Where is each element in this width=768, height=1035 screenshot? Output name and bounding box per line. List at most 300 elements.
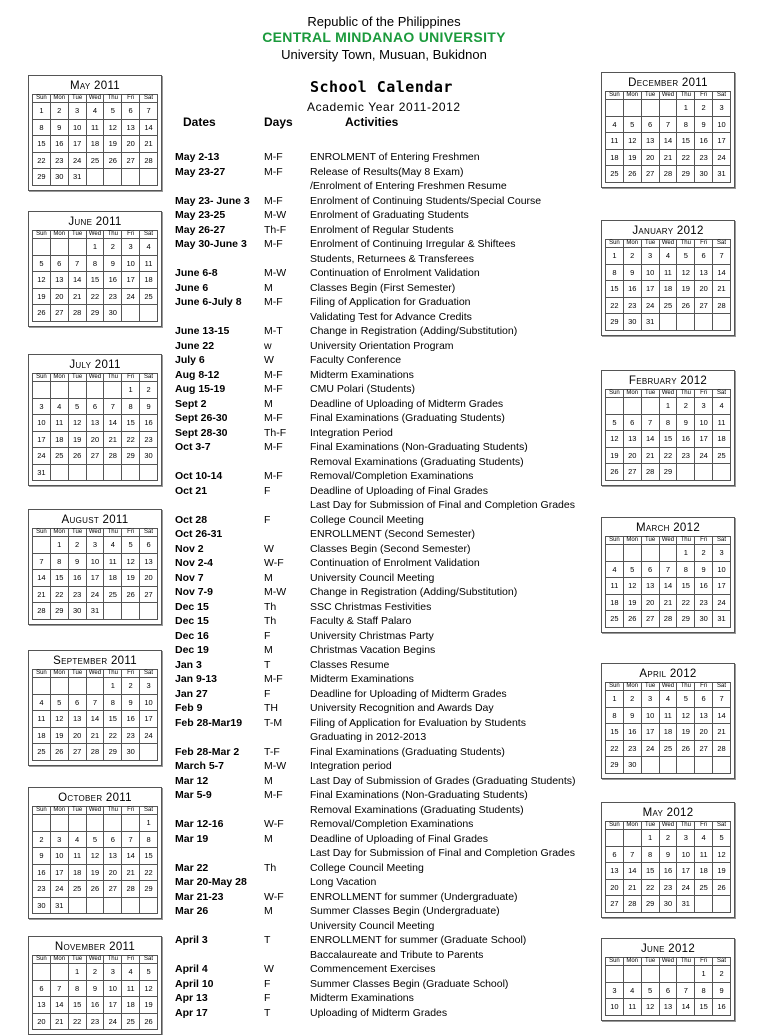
day-cell: 28 — [659, 166, 677, 183]
day-cell: 6 — [68, 694, 86, 711]
weekday-header: Sat — [140, 807, 158, 815]
day-cell: 12 — [86, 848, 104, 865]
week-row — [606, 314, 731, 331]
day-cell: 9 — [104, 255, 122, 272]
day-cell: 25 — [50, 448, 68, 465]
day-cell: 6 — [641, 116, 659, 133]
day-cell — [104, 897, 122, 914]
event-activity: Last Day for Submission of Final and Completion Grades — [310, 847, 575, 859]
weekday-header: Thu — [677, 822, 695, 830]
day-cell: 8 — [677, 116, 695, 133]
day-cell: 31 — [68, 169, 86, 186]
event-days: F — [264, 977, 271, 990]
week-row — [33, 815, 158, 832]
week-row — [33, 537, 158, 554]
day-cell: 11 — [623, 999, 641, 1016]
week-row — [33, 464, 158, 481]
day-cell: 22 — [606, 297, 624, 314]
day-cell: 16 — [677, 431, 695, 448]
weekday-header: Fri — [695, 958, 713, 966]
day-cell: 22 — [677, 149, 695, 166]
day-cell — [50, 239, 68, 256]
week-row — [33, 980, 158, 997]
weekday-header: Wed — [86, 95, 104, 103]
day-cell — [50, 464, 68, 481]
weekday-header: Wed — [86, 231, 104, 239]
day-cell: 12 — [104, 119, 122, 136]
month-title: November 2011 — [54, 941, 136, 953]
day-cell: 15 — [86, 272, 104, 289]
weekday-header: Fri — [122, 670, 140, 678]
day-cell: 1 — [606, 691, 624, 708]
event-date: Oct 26-31 — [175, 528, 223, 540]
day-cell: 6 — [33, 980, 51, 997]
weekday-header: Sun — [33, 374, 51, 382]
day-cell: 4 — [68, 831, 86, 848]
weekday-header: Tue — [68, 529, 86, 537]
event-days: M — [264, 832, 273, 845]
day-cell — [33, 815, 51, 832]
weekday-header: Wed — [659, 390, 677, 398]
weekday-header: Fri — [695, 390, 713, 398]
week-row — [606, 982, 731, 999]
day-cell: 4 — [33, 694, 51, 711]
day-cell — [68, 239, 86, 256]
day-cell: 22 — [122, 431, 140, 448]
month-grid — [32, 806, 158, 914]
day-cell: 12 — [33, 272, 51, 289]
day-cell: 5 — [641, 982, 659, 999]
day-cell: 19 — [104, 136, 122, 153]
week-row — [33, 678, 158, 695]
event-date: Oct 10-14 — [175, 470, 223, 482]
day-cell: 7 — [68, 255, 86, 272]
month-calendar — [601, 663, 735, 779]
weekday-header: Sat — [140, 956, 158, 964]
day-cell: 29 — [33, 169, 51, 186]
weekday-header: Tue — [641, 240, 659, 248]
day-cell — [33, 678, 51, 695]
day-cell: 1 — [50, 537, 68, 554]
day-cell: 27 — [50, 305, 68, 322]
day-cell: 13 — [659, 999, 677, 1016]
day-cell: 1 — [33, 103, 51, 120]
week-row — [606, 545, 731, 562]
day-cell: 10 — [677, 846, 695, 863]
event-days: T — [264, 658, 271, 671]
event-activity: Final Examinations (Graduating Students) — [310, 412, 505, 424]
event-days: M-F — [264, 296, 283, 308]
day-cell: 15 — [50, 570, 68, 587]
day-cell: 6 — [50, 255, 68, 272]
day-cell — [677, 966, 695, 983]
event-activity: Students, Returnees & Transferees — [310, 252, 475, 265]
week-row — [33, 586, 158, 603]
day-cell: 24 — [641, 297, 659, 314]
day-cell: 27 — [104, 881, 122, 898]
day-cell: 25 — [104, 586, 122, 603]
week-row — [606, 896, 731, 913]
day-cell: 11 — [140, 255, 158, 272]
day-cell: 9 — [695, 116, 713, 133]
month-title: April 2012 — [639, 668, 697, 680]
weekday-header: Tue — [68, 807, 86, 815]
day-cell — [86, 382, 104, 399]
day-cell: 25 — [122, 1013, 140, 1030]
day-cell — [122, 169, 140, 186]
day-cell: 12 — [140, 980, 158, 997]
day-cell: 19 — [140, 997, 158, 1014]
event-days: M-F — [264, 789, 283, 801]
event-date: March 5-7 — [175, 760, 225, 772]
event-date: Apr 13 — [175, 992, 208, 1004]
day-cell: 12 — [641, 999, 659, 1016]
month-calendar — [601, 517, 735, 633]
day-cell: 24 — [140, 727, 158, 744]
day-cell — [86, 464, 104, 481]
day-cell: 4 — [659, 248, 677, 265]
day-cell: 13 — [606, 863, 624, 880]
weekday-header: Thu — [104, 529, 122, 537]
day-cell: 30 — [623, 314, 641, 331]
day-cell: 21 — [140, 136, 158, 153]
event-activity: University Council Meeting — [310, 919, 435, 932]
dates-column-header: Dates — [183, 115, 216, 129]
day-cell: 1 — [122, 382, 140, 399]
week-row — [33, 864, 158, 881]
day-cell: 5 — [140, 964, 158, 981]
day-cell: 18 — [33, 727, 51, 744]
event-date: Jan 27 — [175, 687, 208, 700]
day-cell: 5 — [50, 694, 68, 711]
day-cell: 7 — [713, 691, 731, 708]
weekday-header: Tue — [68, 374, 86, 382]
week-row — [606, 297, 731, 314]
weekday-header: Fri — [122, 807, 140, 815]
event-activity: Change in Registration (Adding/Substitution) — [310, 325, 518, 337]
day-cell: 2 — [122, 678, 140, 695]
event-date: Nov 2 — [175, 542, 204, 555]
day-cell: 23 — [68, 586, 86, 603]
day-cell: 2 — [623, 248, 641, 265]
day-cell: 28 — [713, 740, 731, 757]
event-date: Sept 28-30 — [175, 426, 228, 439]
weekday-header: Sun — [606, 958, 624, 966]
day-cell: 6 — [140, 537, 158, 554]
event-activity: Summer Classes Begin (Undergraduate) — [310, 905, 500, 917]
day-cell — [677, 757, 695, 774]
day-cell: 7 — [713, 248, 731, 265]
weekday-header: Thu — [104, 374, 122, 382]
day-cell — [606, 100, 624, 117]
day-cell: 5 — [623, 561, 641, 578]
event-date: Mar 12 — [175, 774, 209, 787]
day-cell: 27 — [641, 611, 659, 628]
day-cell: 17 — [677, 863, 695, 880]
event-date: Oct 3-7 — [175, 441, 211, 453]
day-cell: 23 — [104, 288, 122, 305]
event-activity: Long Vacation — [310, 876, 377, 888]
day-cell: 18 — [713, 431, 731, 448]
day-cell: 26 — [606, 464, 624, 481]
weekday-header: Tue — [641, 822, 659, 830]
event-date: May 2-13 — [175, 151, 220, 163]
day-cell: 15 — [677, 133, 695, 150]
event-activity: Deadline of Uploading of Final Grades — [310, 832, 489, 845]
day-cell: 15 — [122, 415, 140, 432]
week-row — [33, 1013, 158, 1030]
day-cell: 18 — [122, 997, 140, 1014]
month-calendar — [28, 936, 162, 1035]
day-cell: 16 — [86, 997, 104, 1014]
event-activity: Faculty Conference — [310, 354, 402, 366]
week-row — [33, 415, 158, 432]
weekday-header: Sat — [140, 374, 158, 382]
activities-column-header: Activities — [345, 115, 399, 129]
month-grid — [32, 230, 158, 322]
weekday-header: Mon — [50, 956, 68, 964]
day-cell: 15 — [641, 863, 659, 880]
event-date: Mar 5-9 — [175, 789, 212, 801]
day-cell: 4 — [140, 239, 158, 256]
event-days: F — [264, 629, 271, 642]
day-cell: 14 — [659, 133, 677, 150]
day-cell: 16 — [659, 863, 677, 880]
week-row — [606, 691, 731, 708]
event-days: M — [264, 281, 273, 294]
day-cell — [104, 603, 122, 620]
day-cell: 18 — [140, 272, 158, 289]
day-cell: 12 — [68, 415, 86, 432]
event-days: W — [264, 542, 274, 555]
event-activity: ENROLMENT of Entering Freshmen — [310, 151, 480, 163]
day-cell: 19 — [623, 149, 641, 166]
day-cell: 21 — [641, 447, 659, 464]
day-cell: 23 — [33, 881, 51, 898]
day-cell — [641, 545, 659, 562]
day-cell: 17 — [104, 997, 122, 1014]
day-cell: 9 — [623, 707, 641, 724]
day-cell: 13 — [695, 707, 713, 724]
day-cell: 6 — [122, 103, 140, 120]
day-cell: 11 — [50, 415, 68, 432]
day-cell: 28 — [140, 152, 158, 169]
week-row — [606, 100, 731, 117]
day-cell — [104, 464, 122, 481]
event-activity: Continuation of Enrolment Validation — [310, 267, 480, 279]
week-row — [33, 398, 158, 415]
event-days: w — [264, 339, 272, 352]
event-date: April 10 — [175, 977, 214, 990]
day-cell: 2 — [623, 691, 641, 708]
day-cell: 11 — [659, 264, 677, 281]
event-activity: Last Day for Submission of Final and Completion Grades — [310, 499, 575, 511]
day-cell: 30 — [140, 448, 158, 465]
event-days: M — [264, 397, 273, 410]
week-row — [606, 447, 731, 464]
day-cell — [33, 382, 51, 399]
day-cell: 2 — [33, 831, 51, 848]
event-days: M-F — [264, 441, 283, 453]
month-grid — [605, 682, 731, 774]
day-cell — [50, 964, 68, 981]
weekday-header: Fri — [122, 95, 140, 103]
day-cell: 15 — [659, 431, 677, 448]
day-cell: 31 — [677, 896, 695, 913]
day-cell: 17 — [140, 711, 158, 728]
day-cell — [713, 896, 731, 913]
event-activity: University Orientation Program — [310, 339, 454, 352]
day-cell: 21 — [659, 149, 677, 166]
month-grid — [605, 91, 731, 183]
weekday-header: Thu — [104, 670, 122, 678]
day-cell: 6 — [623, 414, 641, 431]
day-cell — [713, 314, 731, 331]
day-cell: 26 — [677, 740, 695, 757]
day-cell — [659, 545, 677, 562]
day-cell: 7 — [659, 561, 677, 578]
month-title: February 2012 — [628, 375, 708, 387]
day-cell — [50, 382, 68, 399]
event-activity: Uploading of Midterm Grades — [310, 1006, 448, 1019]
day-cell: 10 — [50, 848, 68, 865]
day-cell: 15 — [104, 711, 122, 728]
country-heading: Republic of the Philippines — [307, 14, 461, 29]
day-cell: 18 — [50, 431, 68, 448]
week-row — [606, 578, 731, 595]
day-cell: 3 — [713, 100, 731, 117]
event-days: M — [264, 571, 273, 584]
event-days: F — [264, 513, 271, 526]
weekday-header: Thu — [104, 231, 122, 239]
day-cell: 19 — [713, 863, 731, 880]
day-cell — [659, 100, 677, 117]
day-cell: 26 — [140, 1013, 158, 1030]
day-cell: 3 — [713, 545, 731, 562]
month-grid — [605, 536, 731, 628]
event-activity: Last Day of Submission of Grades (Graduating Students) — [310, 774, 576, 787]
month-calendar — [601, 370, 735, 486]
weekday-header: Sat — [713, 92, 731, 100]
day-cell — [641, 398, 659, 415]
event-days: F — [264, 484, 271, 497]
month-grid — [32, 955, 158, 1030]
day-cell: 16 — [713, 999, 731, 1016]
day-cell: 6 — [641, 561, 659, 578]
day-cell: 10 — [104, 980, 122, 997]
event-activity: Final Examinations (Non-Graduating Students) — [310, 441, 528, 453]
day-cell: 5 — [104, 103, 122, 120]
day-cell: 16 — [695, 578, 713, 595]
day-cell: 11 — [33, 711, 51, 728]
day-cell: 23 — [122, 727, 140, 744]
day-cell: 17 — [641, 281, 659, 298]
day-cell: 7 — [140, 103, 158, 120]
day-cell — [140, 169, 158, 186]
month-title: December 2011 — [628, 77, 708, 89]
day-cell: 5 — [68, 398, 86, 415]
day-cell: 9 — [623, 264, 641, 281]
day-cell: 9 — [713, 982, 731, 999]
day-cell: 20 — [641, 149, 659, 166]
weekday-header: Sat — [713, 683, 731, 691]
weekday-header: Fri — [122, 231, 140, 239]
day-cell — [104, 382, 122, 399]
event-activity: Classes Resume — [310, 658, 390, 671]
event-date: Nov 7-9 — [175, 586, 213, 598]
day-cell: 24 — [86, 586, 104, 603]
day-cell: 1 — [104, 678, 122, 695]
event-date: Feb 9 — [175, 702, 203, 714]
weekday-header: Mon — [50, 374, 68, 382]
day-cell: 16 — [50, 136, 68, 153]
event-date: Mar 26 — [175, 905, 209, 917]
day-cell: 15 — [606, 724, 624, 741]
week-row — [606, 264, 731, 281]
month-title: July 2011 — [69, 359, 121, 371]
month-calendar — [28, 787, 162, 919]
day-cell: 26 — [623, 611, 641, 628]
event-date: June 22 — [175, 339, 215, 352]
weekday-header: Tue — [641, 92, 659, 100]
day-cell: 8 — [86, 255, 104, 272]
week-row — [33, 119, 158, 136]
month-calendar — [28, 75, 162, 191]
day-cell: 11 — [606, 578, 624, 595]
day-cell: 24 — [713, 149, 731, 166]
weekday-header: Sun — [606, 683, 624, 691]
month-title: June 2012 — [640, 943, 696, 955]
day-cell: 7 — [641, 414, 659, 431]
day-cell: 1 — [641, 830, 659, 847]
day-cell: 14 — [122, 848, 140, 865]
event-activity: Final Examinations (Graduating Students) — [310, 745, 505, 758]
day-cell: 29 — [659, 464, 677, 481]
day-cell: 6 — [606, 846, 624, 863]
day-cell: 13 — [50, 272, 68, 289]
day-cell: 9 — [140, 398, 158, 415]
week-row — [33, 255, 158, 272]
week-row — [33, 136, 158, 153]
day-cell — [623, 966, 641, 983]
month-calendar — [601, 220, 735, 336]
event-activity: Removal Examinations (Graduating Students) — [310, 455, 524, 468]
day-cell: 21 — [50, 1013, 68, 1030]
weekday-header: Tue — [641, 537, 659, 545]
day-cell — [606, 545, 624, 562]
day-cell — [695, 314, 713, 331]
day-cell: 12 — [713, 846, 731, 863]
day-cell: 3 — [68, 103, 86, 120]
day-cell: 2 — [695, 545, 713, 562]
day-cell: 11 — [104, 553, 122, 570]
day-cell: 13 — [695, 264, 713, 281]
day-cell: 19 — [623, 594, 641, 611]
days-column-header: Days — [264, 115, 293, 129]
event-days: M-F — [264, 151, 283, 163]
event-activity: Classes Begin (First Semester) — [310, 281, 456, 294]
event-activity: University Christmas Party — [310, 629, 434, 642]
day-cell: 10 — [68, 119, 86, 136]
event-days: M-F — [264, 673, 283, 685]
event-date: June 6-8 — [175, 267, 218, 279]
day-cell: 30 — [50, 169, 68, 186]
day-cell: 9 — [33, 848, 51, 865]
day-cell: 21 — [122, 864, 140, 881]
day-cell: 23 — [659, 879, 677, 896]
day-cell: 27 — [641, 166, 659, 183]
day-cell: 30 — [68, 603, 86, 620]
